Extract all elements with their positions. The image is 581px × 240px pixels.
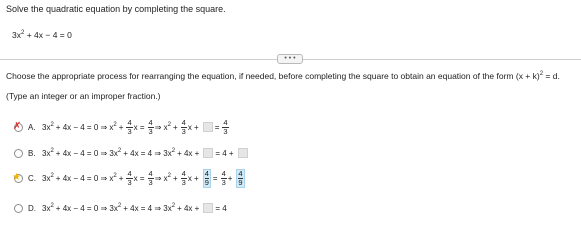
math-exponent: 2 [50,203,54,209]
math-text: + 4x − 4 = 0 ⇒ 3x [55,204,118,213]
fraction-denominator: 3 [181,126,186,136]
fraction-numerator: 4 [238,168,243,178]
empty-answer-box [203,148,213,158]
math-exponent: 2 [117,148,122,154]
fraction-denominator: 3 [181,177,186,187]
fraction [222,119,228,136]
option-letter: A. [28,122,36,132]
fraction-numerator: 4 [127,168,132,178]
fraction [181,170,187,187]
math-exponent: 2 [167,173,171,179]
option-d-math [42,203,229,213]
option-letter: D. [28,203,36,213]
fraction-numerator: 4 [204,168,209,178]
fraction-denominator: 3 [148,177,153,187]
fraction-numerator: 4 [181,168,186,178]
option-letter: C. [28,173,36,183]
math-exponent: 2 [171,148,176,154]
math-exponent: 2 [167,122,171,128]
question-title: Solve the quadratic equation by completing the square. [6,4,226,14]
math-text: x + [187,173,199,183]
empty-answer-box [238,148,248,158]
answer-hint: (Type an integer or an improper fraction.) [6,91,161,101]
equation-rest: + 4x − 4 = 0 [26,30,72,40]
math-text: x + [187,122,199,132]
math-text: 3x [42,174,51,183]
fraction-numerator: 4 [148,117,153,127]
math-text: + 4x − 4 = 0 ⇒ x [55,123,114,132]
math-exponent: 2 [50,122,54,128]
math-text: 3x [42,149,51,158]
math-exponent: 2 [171,203,176,209]
instruction-start: Choose the appropriate process for rearranging the equation, if needed, before completing the square to obtain an equation of the form (x + k) [6,71,540,81]
fraction [126,119,132,136]
math-text: + [172,122,178,132]
equation-exponent: 2 [20,30,25,36]
option-b[interactable] [6,142,250,164]
equation-lhs: 3x [12,30,21,40]
incorrect-x-icon: ✗ [13,121,22,132]
math-text: + 4x − 4 = 0 ⇒ x [55,174,114,183]
math-text: + 4x + [177,148,200,158]
math-text: x = [133,122,145,132]
fraction-denominator: 3 [127,126,132,136]
math-text: = [212,173,218,183]
fraction [148,170,154,187]
math-exponent: 2 [113,122,117,128]
math-text: + [172,173,178,183]
option-letter: B. [28,148,36,158]
math-text: 3x [42,123,51,132]
option-d[interactable] [6,197,229,219]
math-text: + [118,173,124,183]
fraction-denominator: 3 [223,126,228,136]
option-c[interactable] [6,167,247,189]
fraction-denominator: 9 [238,177,243,187]
math-exponent: 2 [50,148,54,154]
filled-answer-box [203,169,211,188]
fraction [148,119,154,136]
math-text: + 4x + [177,203,200,213]
math-text: x = [133,173,145,183]
option-c-math [42,169,247,188]
fraction-numerator: 4 [181,117,186,127]
fraction-denominator: 3 [127,177,132,187]
fraction-numerator: 4 [148,168,153,178]
math-text: + [227,173,233,183]
math-exponent: 2 [117,203,122,209]
math-text: ⇒ x [154,123,168,132]
fraction-denominator: 9 [204,177,209,187]
math-exponent: 2 [50,173,54,179]
fraction-numerator: 4 [127,117,132,127]
empty-answer-box [203,203,213,213]
math-text: = 4 + [215,148,234,158]
fraction-numerator: 4 [221,168,226,178]
math-text: 3x [42,204,51,213]
math-text: = 4 [215,203,227,213]
option-a-math [42,119,230,136]
option-a[interactable] [6,116,230,138]
fraction [181,119,187,136]
math-exponent: 2 [113,173,117,179]
more-options-button[interactable]: • • • [277,54,303,64]
fraction-denominator: 3 [148,126,153,136]
instruction-end: = d. [543,71,560,81]
option-b-math [42,148,250,158]
option-d-radio[interactable] [14,204,23,213]
given-equation [12,30,72,40]
fraction-numerator: 4 [223,117,228,127]
math-text: ⇒ x [154,174,168,183]
empty-answer-box [203,122,213,132]
fraction [221,170,227,187]
correct-star-icon: ★ [12,172,21,183]
math-text: + 4x = 4 ⇒ 3x [123,204,172,213]
instruction-exponent: 2 [539,71,544,77]
math-text: = [214,122,220,132]
option-b-radio[interactable] [14,149,23,158]
math-text: + 4x − 4 = 0 ⇒ 3x [55,149,118,158]
fraction-denominator: 3 [221,177,226,187]
fraction [126,170,132,187]
math-text: + 4x = 4 ⇒ 3x [123,149,172,158]
math-text: + [118,122,124,132]
filled-answer-box [236,169,244,188]
instruction-text [6,71,560,81]
